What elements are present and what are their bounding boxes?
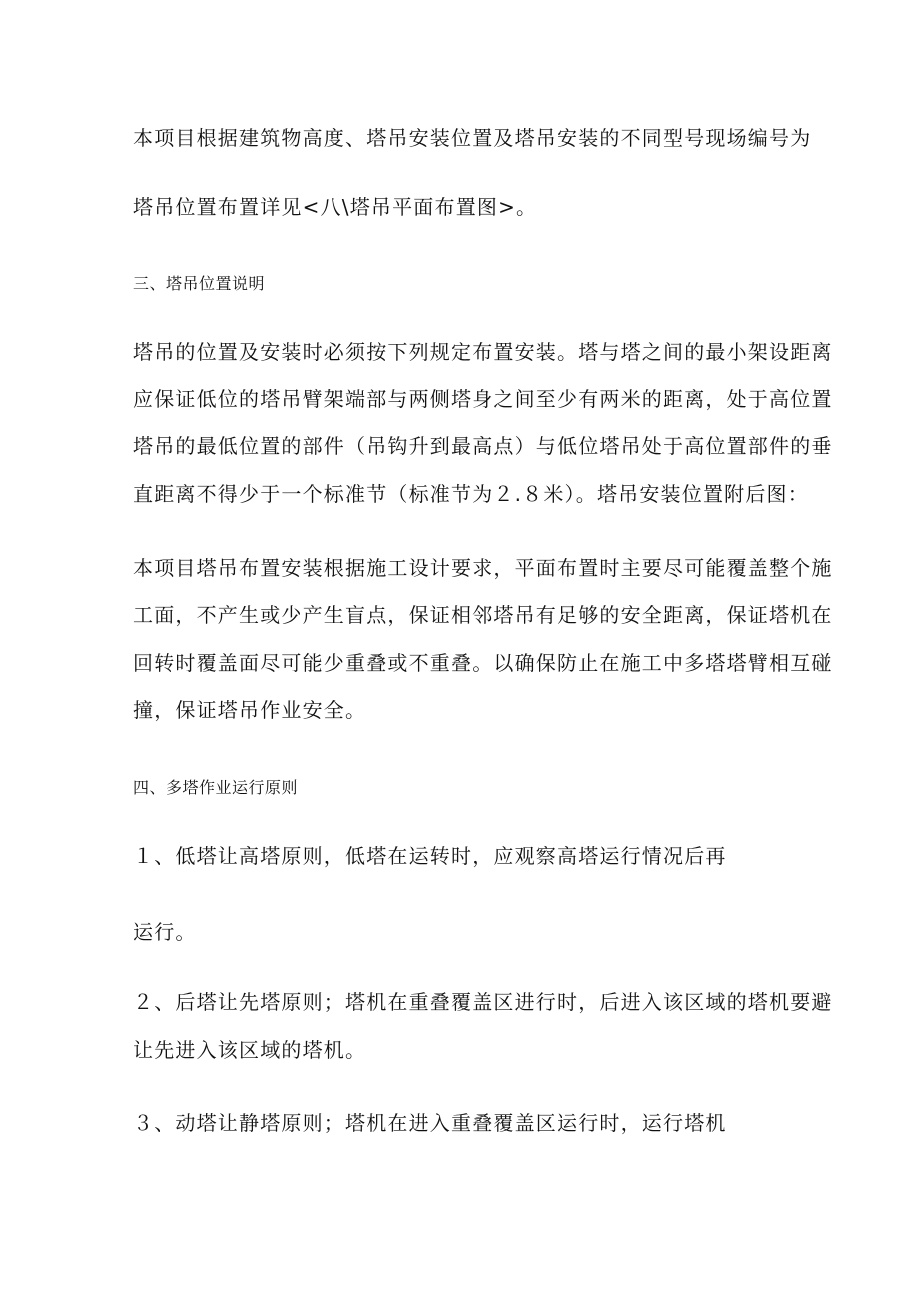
section-3-para-2-line: 撞，保证塔吊作业安全。 xyxy=(133,698,367,722)
section-3-para-1-line: 应保证低位的塔吊臂架端部与两侧塔身之间至少有两米的距离，处于高位置 xyxy=(133,387,833,411)
rule-2-line: ２、后塔让先塔原则；塔机在重叠覆盖区进行时，后进入该区域的塔机要避 xyxy=(133,990,833,1014)
intro-line-1: 本项目根据建筑物高度、塔吊安装位置及塔吊安装的不同型号现场编号为 xyxy=(133,126,812,150)
intro-line-2: 塔吊位置布置详见<八\塔吊平面布置图>。 xyxy=(133,195,538,219)
section-3-para-1-line: 直距离不得少于一个标准节（标准节为２.８米）。塔吊安装位置附后图： xyxy=(133,482,809,506)
rule-3-line-1: ３、动塔让静塔原则；塔机在进入重叠覆盖区运行时，运行塔机 xyxy=(133,1111,727,1135)
section-3-para-2-line: 工面，不产生或少产生盲点，保证相邻塔吊有足够的安全距离，保证塔机在 xyxy=(133,603,833,627)
rule-1-line-2: 运行。 xyxy=(133,920,197,944)
section-3-para-2-line: 回转时覆盖面尽可能少重叠或不重叠。以确保防止在施工中多塔塔臂相互碰 xyxy=(133,651,833,675)
section-3-para-2-line: 本项目塔吊布置安装根据施工设计要求，平面布置时主要尽可能覆盖整个施 xyxy=(133,556,833,580)
section-3-heading: 三、塔吊位置说明 xyxy=(133,274,266,293)
section-3-para-1-line: 塔吊的位置及安装时必须按下列规定布置安装。塔与塔之间的最小架设距离 xyxy=(133,340,833,364)
rule-2-line: 让先进入该区域的塔机。 xyxy=(133,1038,367,1062)
section-4-heading: 四、多塔作业运行原则 xyxy=(133,778,299,797)
section-3-para-1-line: 塔吊的最低位置的部件（吊钩升到最高点）与低位塔吊处于高位置部件的垂 xyxy=(133,434,833,458)
rule-1-line-1: １、低塔让高塔原则，低塔在运转时，应观察高塔运行情况后再 xyxy=(133,844,727,868)
